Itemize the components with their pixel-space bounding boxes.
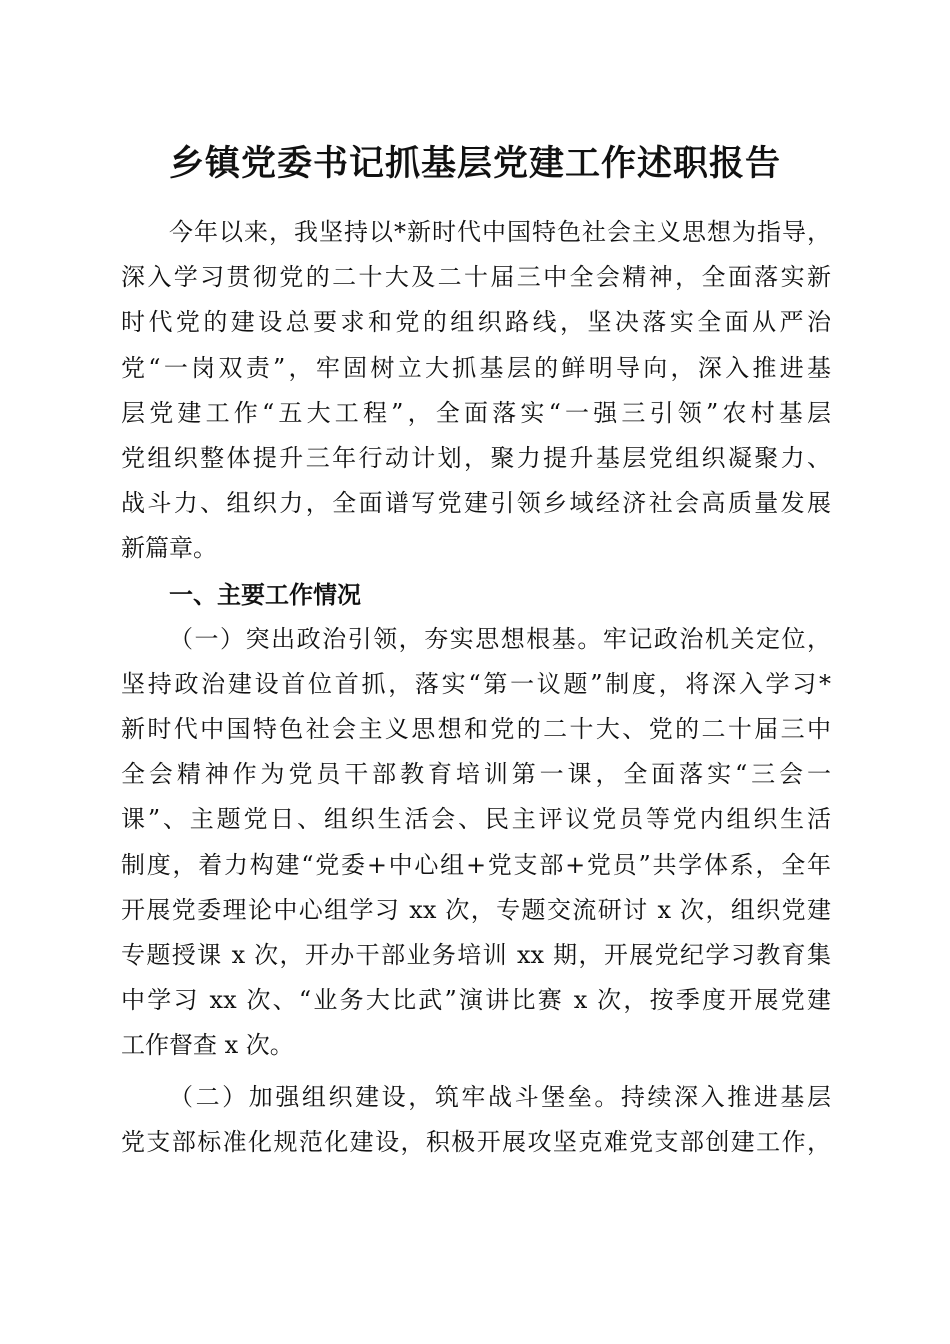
paragraph-line: 战斗力、组织力，全面谱写党建引领乡域经济社会高质量发展 xyxy=(121,489,831,518)
paragraph-line: 新时代中国特色社会主义思想和党的二十大、党的二十届三中 xyxy=(121,715,831,744)
intro-paragraph xyxy=(121,210,831,572)
paragraph-line: 今年以来，我坚持以*新时代中国特色社会主义思想为指导， xyxy=(169,218,831,246)
document-title: 乡镇党委书记抓基层党建工作述职报告 xyxy=(168,143,781,184)
paragraph-line: 党“一岗双责”，牢固树立大抓基层的鲜明导向，深入推进基 xyxy=(121,353,831,382)
paragraph-line: （一）突出政治引领，夯实思想根基。牢记政治机关定位， xyxy=(169,624,831,653)
paragraph-line: 层党建工作“五大工程”，全面落实“一强三引领”农村基层 xyxy=(121,398,831,427)
paragraph-line: 时代党的建设总要求和党的组织路线，坚决落实全面从严治 xyxy=(121,308,831,337)
paragraph-line: 新篇章。 xyxy=(121,534,217,563)
paragraph-line: 全会精神作为党员干部教育培训第一课，全面落实“三会一 xyxy=(121,760,831,789)
paragraph-line: 党支部标准化规范化建设，积极开展攻坚克难党支部创建工作， xyxy=(121,1127,831,1156)
document-body xyxy=(121,210,831,1165)
paragraph-line: 工作督查 x 次。 xyxy=(121,1031,294,1060)
paragraph-line: 深入学习贯彻党的二十大及二十届三中全会精神，全面落实新 xyxy=(121,263,831,292)
paragraph-line: （二）加强组织建设，筑牢战斗堡垒。持续深入推进基层 xyxy=(169,1082,831,1111)
paragraph-line: 制度，着力构建“党委+中心组+党支部+党员”共学体系，全年 xyxy=(121,850,831,879)
part1-paragraph xyxy=(121,617,831,1069)
section-heading: 一、主要工作情况 xyxy=(169,579,361,609)
paragraph-line: 中学习 xx 次、“业务大比武”演讲比赛 x 次，按季度开展党建 xyxy=(121,986,831,1015)
paragraph-line: 专题授课 x 次，开办干部业务培训 xx 期，开展党纪学习教育集 xyxy=(121,941,831,969)
paragraph-line: 坚持政治建设首位首抓，落实“第一议题”制度，将深入学习* xyxy=(121,669,831,698)
paragraph-line: 课”、主题党日、组织生活会、民主评议党员等党内组织生活 xyxy=(121,805,831,834)
paragraph-line: 开展党委理论中心组学习 xx 次，专题交流研讨 x 次，组织党建 xyxy=(121,895,831,924)
part2-paragraph xyxy=(121,1075,831,1165)
paragraph-line: 党组织整体提升三年行动计划，聚力提升基层党组织凝聚力、 xyxy=(121,443,831,472)
